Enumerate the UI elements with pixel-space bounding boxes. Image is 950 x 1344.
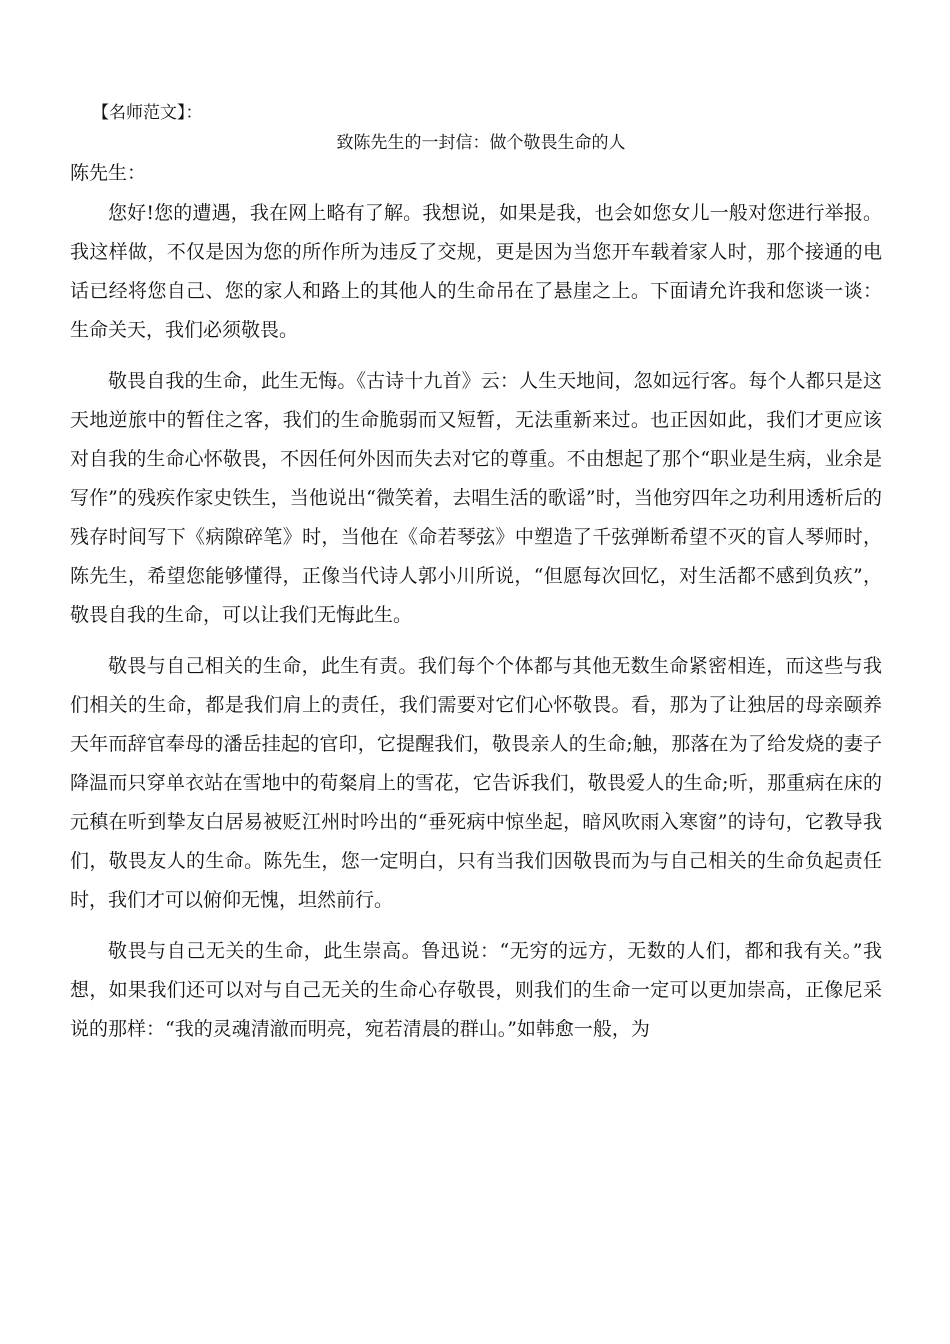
letter-title: 致陈先生的一封信：做个敬畏生命的人 [336, 133, 626, 153]
paragraph: 敬畏自我的生命，此生无悔。《古诗十九首》云：人生天地间，忽如远行客。每个人都只是这天地逆旅中的暂住之客，我们的生命脆弱而又短暂，无法重新来过。也正因如此，我们才更应该对自我的生命心怀敬畏，不因任何外因而失去对它的尊重。不由想起了那个“职业是生病，业余是写作”的残疾作家史铁生，当他说出“微笑着，去唱生活的歌谣”时，当他穷四年之功利用透析后的残存时间写下《病隙碎笔》时，当他在《命若琴弦》中塑造了千弦弹断希望不灭的盲人琴师时，陈先生，希望您能够懂得，正像当代诗人郭小川所说，“但愿每次回忆，对生活都不感到负疚”，敬畏自我的生命，可以让我们无悔此生。 [70, 370, 882, 626]
salutation: 陈先生： [70, 162, 147, 184]
paragraph: 您好!您的遭遇，我在网上略有了解。我想说，如果是我，也会如您女儿一般对您进行举报。我这样做，不仅是因为您的所作所为违反了交规，更是因为当您开车载着家人时，那个接通的电话已经将您自己、您的家人和路上的其他人的生命吊在了悬崖之上。下面请允许我和您谈一谈：生命关天，我们必须敬畏。 [70, 202, 882, 341]
paragraph: 敬畏与自己相关的生命，此生有责。我们每个个体都与其他无数生命紧密相连，而这些与我们相关的生命，都是我们肩上的责任，我们需要对它们心怀敬畏。看，那为了让独居的母亲颐养天年而辞官奉母的潘岳挂起的官印，它提醒我们，敬畏亲人的生命;触，那落在为了给发烧的妻子降温而只穿单衣站在雪地中的荀粲肩上的雪花，它告诉我们，敬畏爱人的生命;听，那重病在床的元稹在听到挚友白居易被贬江州时吟出的“垂死病中惊坐起，暗风吹雨入寒窗”的诗句，它教导我们，敬畏友人的生命。陈先生，您一定明白，只有当我们因敬畏而为与自己相关的生命负起责任时，我们才可以俯仰无愧，坦然前行。 [70, 655, 882, 911]
section-label: 【名师范文】： [92, 103, 203, 123]
document-page [70, 98, 882, 1049]
paragraph: 敬畏与自己无关的生命，此生崇高。鲁迅说：“无穷的远方，无数的人们，都和我有关。”我想，如果我们还可以对与自己无关的生命心存敬畏，则我们的生命一定可以更加崇高，正像尼采说的那样：“我的灵魂清澈而明亮，宛若清晨的群山。”如韩愈一般，为 [70, 940, 882, 1040]
